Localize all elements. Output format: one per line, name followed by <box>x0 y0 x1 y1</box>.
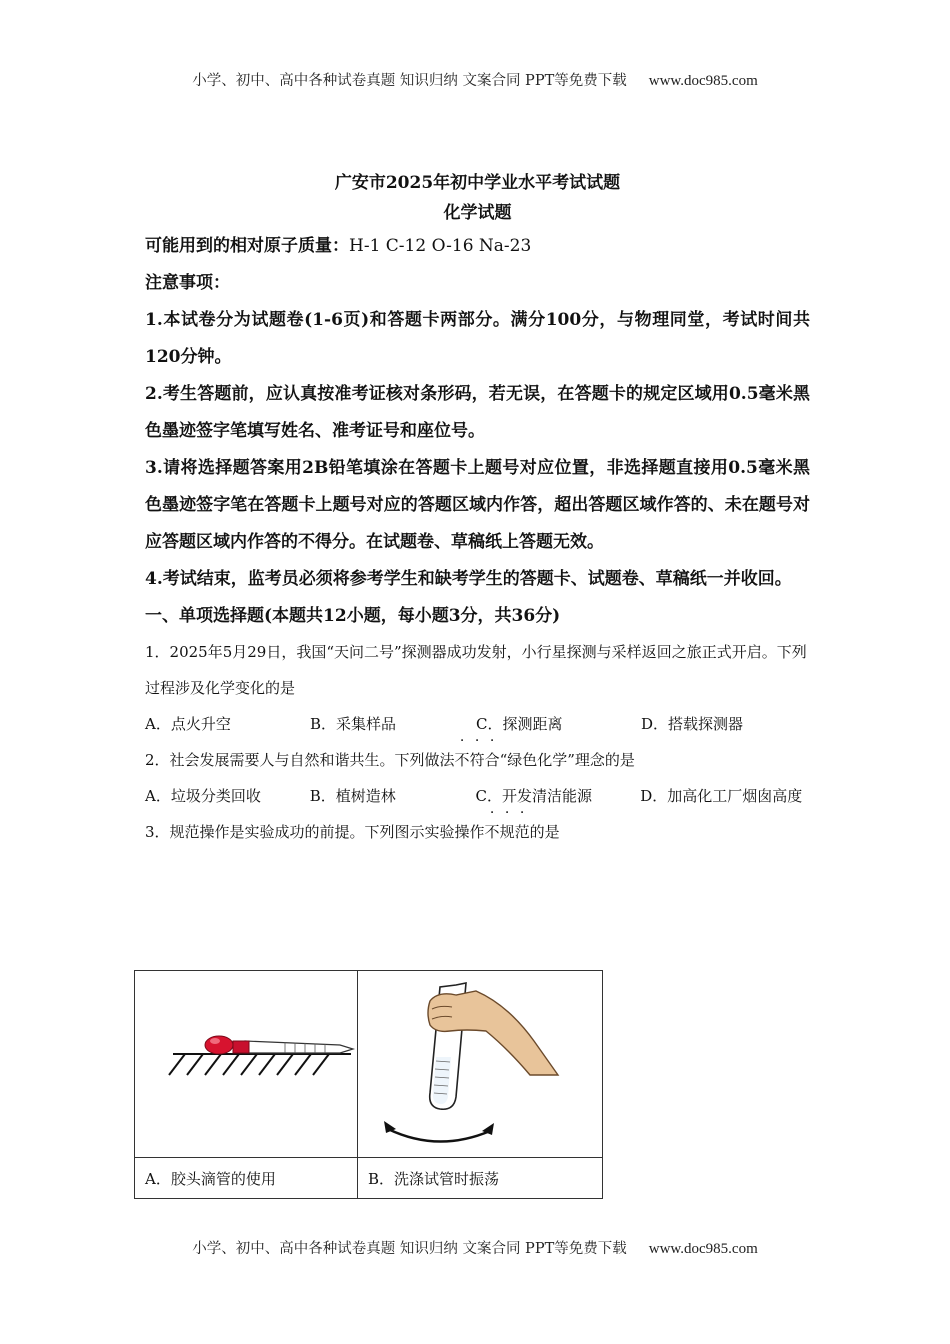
notice-3: 3.请将选择题答案用2B铅笔填涂在答题卡上题号对应位置，非选择题直接用0.5毫米黑色墨迹签字笔在答题卡上题号对应的答题区域内作答，超出答题区域作答的、未在题号对应答题区域内作答的不得分。在试题卷、草稿纸上答题无效。 <box>145 458 810 552</box>
q2-stem-pre: 2．社会发展需要人与自然和谐共生。下列做法 <box>145 751 455 769</box>
q2-option-c: C．开发清洁能源 <box>475 787 592 805</box>
question-2-stem <box>145 742 810 778</box>
q3-emphasis-2: 规 <box>499 823 515 841</box>
figure-b-caption: B．洗涤试管时振荡 <box>358 1158 603 1199</box>
section-single-choice: 一、单项选择题(本题共12小题，每小题3分，共36分) <box>145 606 561 626</box>
q3-emphasis-3: 范 <box>514 823 530 841</box>
q1-option-a: A．点火升空 <box>145 715 231 733</box>
question-3-figure-table <box>134 970 603 1199</box>
q2-option-d: D．加高化工厂烟囱高度 <box>640 787 803 805</box>
q3-emphasis-1: 不 <box>484 823 500 841</box>
page-footer <box>0 1237 950 1258</box>
q2-emphasis-3: 合 <box>484 751 500 769</box>
page-header <box>0 69 950 90</box>
exam-content <box>145 168 810 850</box>
figure-a-caption: A．胶头滴管的使用 <box>135 1158 358 1199</box>
dropper-on-table-illustration <box>135 971 357 1153</box>
atomic-mass-label: 可能用到的相对原子质量： <box>145 236 349 256</box>
footer-text: 小学、初中、高中各种试卷真题 知识归纳 文案合同 PPT等免费下载 <box>192 1241 627 1257</box>
question-3-stem <box>145 814 810 850</box>
q1-option-c: C．探测距离 <box>476 715 563 733</box>
header-url[interactable]: www.doc985.com <box>648 73 758 89</box>
exam-title: 广安市2025年初中学业水平考试试题 <box>334 173 621 193</box>
figure-b-cell <box>358 971 603 1158</box>
header-text: 小学、初中、高中各种试卷真题 知识归纳 文案合同 PPT等免费下载 <box>192 73 627 89</box>
footer-url[interactable]: www.doc985.com <box>648 1241 758 1257</box>
q2-option-b: B．植树造林 <box>309 787 396 805</box>
q1-option-d: D．搭载探测器 <box>641 715 744 733</box>
q2-emphasis-2: 符 <box>469 751 485 769</box>
q1-option-b: B．采集样品 <box>310 715 397 733</box>
notice-4: 4.考试结束，监考员必须将参考学生和缺考学生的答题卡、试题卷、草稿纸一并收回。 <box>145 569 792 589</box>
q2-option-a: A．垃圾分类回收 <box>145 787 261 805</box>
figure-a-cell <box>135 971 358 1158</box>
shaking-test-tube-illustration <box>358 971 602 1153</box>
q2-stem-post: “绿色化学”理念的是 <box>499 751 635 769</box>
question-1-stem: 1．2025年5月29日，我国“天问二号”探测器成功发射，小行星探测与采样返回之旅正式开启。下列过程涉及化学变化的是 <box>145 643 807 697</box>
atomic-mass-values: H-1 C-12 O-16 Na-23 <box>349 236 532 256</box>
question-2-options <box>145 778 810 814</box>
atomic-mass-line <box>145 228 810 265</box>
q3-stem-pre: 3．规范操作是实验成功的前提。下列图示实验操作 <box>145 823 485 841</box>
notice-1: 1.本试卷分为试题卷(1-6页)和答题卡两部分。满分100分，与物理同堂，考试时间共120分钟。 <box>145 310 810 367</box>
exam-subtitle: 化学试题 <box>443 203 512 223</box>
notice-title: 注意事项： <box>145 273 230 293</box>
q3-stem-post: 的是 <box>529 823 560 841</box>
notice-2: 2.考生答题前，应认真按准考证核对条形码，若无误，在答题卡的规定区域用0.5毫米黑色墨迹签字笔填写姓名、准考证号和座位号。 <box>145 384 810 441</box>
q2-emphasis-1: 不 <box>454 751 470 769</box>
